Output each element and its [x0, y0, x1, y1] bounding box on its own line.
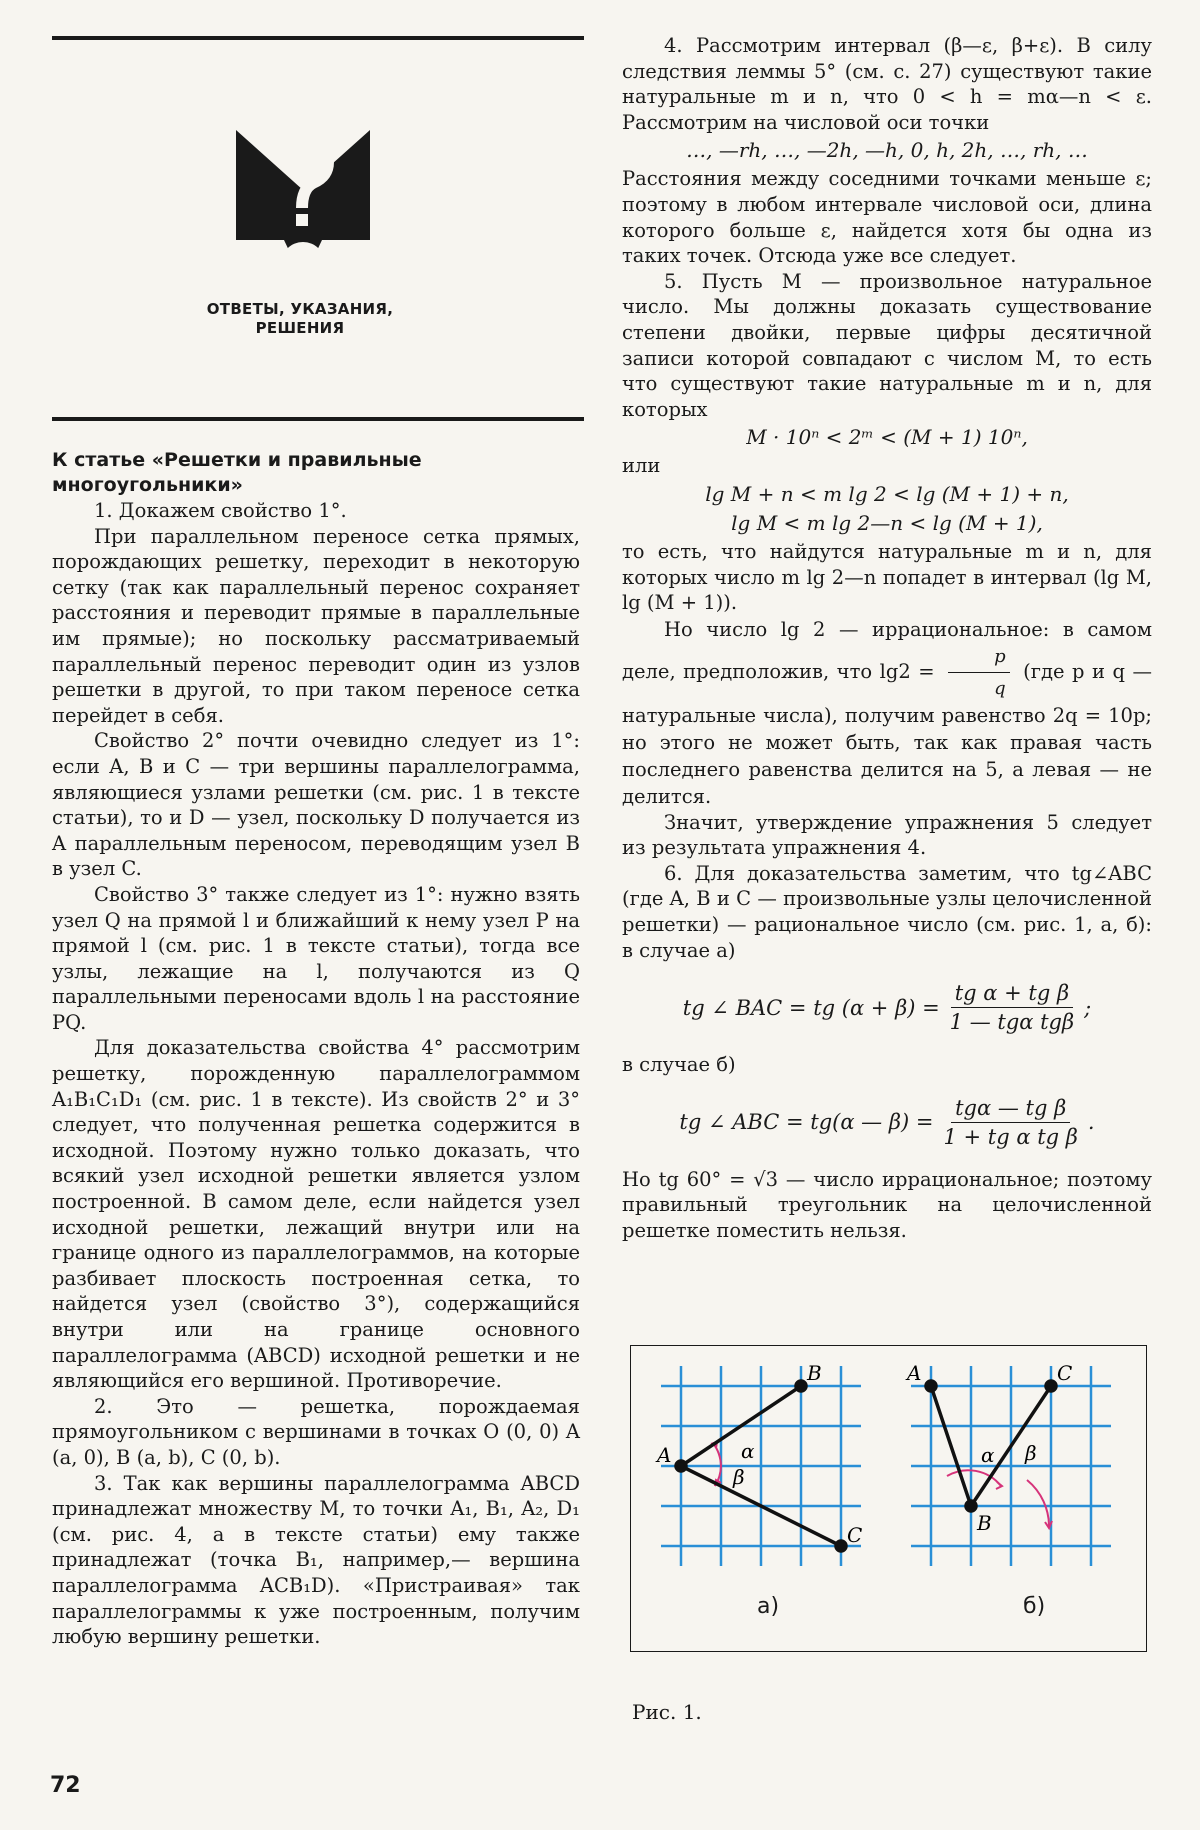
- formula-2-numerator: tgα — tg β: [951, 1096, 1070, 1123]
- paragraph-right-7: Значит, утверждение упражнения 5 следует из результата упражнения 4.: [622, 810, 1152, 860]
- formula-1-numerator: tg α + tg β: [951, 981, 1073, 1008]
- label-a-B: B: [807, 1361, 822, 1385]
- formula-1-denominator: 1 — tgα tgβ: [949, 1010, 1075, 1035]
- label-b-beta: β: [1025, 1441, 1037, 1465]
- top-rule: [52, 36, 584, 40]
- section-title-line-1: ОТВЕТЫ, УКАЗАНИЯ,: [206, 300, 394, 318]
- page-number: 72: [50, 1773, 81, 1798]
- label-b-alpha: α: [981, 1443, 995, 1467]
- subfigure-label-b: б): [1023, 1594, 1046, 1619]
- paragraph-right-6-end: (где p и q — натуральные числа), получим равенство 2q = 10p; но этого не может быть, так как правая часть последнего равенства делится на 5, а левая — не делится.: [622, 659, 1153, 808]
- formula-2-end: .: [1087, 1110, 1095, 1135]
- section-rule: [52, 417, 584, 421]
- label-a-beta: β: [733, 1465, 745, 1489]
- formula-2-denominator: 1 + tg α tg β: [943, 1124, 1078, 1149]
- right-column: [622, 33, 1152, 1244]
- angles-a: [711, 1442, 721, 1486]
- paragraph-right-6: [622, 616, 1152, 810]
- figure-box: [630, 1345, 1147, 1652]
- question-mark-logo: [236, 130, 370, 290]
- paragraph-right-1: 4. Рассмотрим интервал (β—ε, β+ε). В силу следствия леммы 5° (см. с. 27) существуют такие натуральные m и n, что 0 < h = mα—n < ε. Рассмотрим на числовой оси точки: [622, 34, 1152, 134]
- section-title-line-2: РЕШЕНИЯ: [255, 319, 345, 337]
- paragraph-left-1: 1. Докажем свойство 1°.: [94, 499, 347, 522]
- formula-tg-sum: [622, 981, 1152, 1034]
- formula-2-left: tg ∠ ABC = tg(α — β) =: [679, 1110, 934, 1135]
- figure-b: [901, 1356, 1131, 1586]
- paragraph-right-10: Но tg 60° = √3 — число иррациональное; поэтому правильный треугольник на целочисленной решетке поместить нельзя.: [622, 1167, 1152, 1243]
- figure-caption: Рис. 1.: [632, 1700, 702, 1724]
- article-heading-1: К статье «Решетки и правильные: [52, 449, 422, 471]
- section-title: [170, 300, 430, 338]
- article-heading-2: многоугольники»: [52, 474, 243, 496]
- paragraph-left-5: Для доказательства свойства 4° рассмотрим решетку, порожденную параллелограммом A₁B₁C₁D₁ (см. рис. 1 в тексте). Из свойств 2° и 3° следует, что полученная решетка содержится в исходной. Поэтому нужно только доказать, что всякий узел исходной решетки является узлом построенной. В самом деле, если найдется узел исходной решетки, лежащий внутри или на границе одного из параллелограммов, на которые разбивает плоскость построенная сетка, то найдется узел (свойство 3°), содержащийся внутри или на границе основного параллелограмма (ABCD) исходной решетки и не являющийся его вершиной. Противоречие.: [52, 1036, 580, 1393]
- fraction-p-q: [948, 643, 1010, 702]
- paragraph-left-2: При параллельном переносе сетка прямых, порождающих решетку, переходит в некоторую сетку (так как параллельный перенос сохраняет расстояния и переводит прямые в параллельные им прямые); но поскольку рассматриваемый параллельный перенос переводит один из узлов решетки в другой, то при таком переносе сетка перейдет в себя.: [52, 524, 580, 727]
- subfigure-label-a: а): [757, 1594, 780, 1619]
- grid-a: [661, 1366, 861, 1566]
- formula-tg-diff: [622, 1096, 1152, 1149]
- formula-1-fraction: [946, 981, 1078, 1034]
- paragraph-left-4: Свойство 3° также следует из 1°: нужно взять узел Q на прямой l и ближайший к нему узел P на прямой l (см. рис. 1 в тексте статьи), тогда все узлы, лежащие на l, получаются из Q параллельными переносами вдоль l на расстояние PQ.: [52, 882, 580, 1034]
- paragraph-left-7: 3. Так как вершины параллелограмма ABCD принадлежат множеству M, то точки A₁, B₁, A₂, D₁ (см. рис. 4, а в тексте статьи) ему также принадлежат (точка B₁, например,— вершина параллелограмма ACB₁D). «Пристраивая» так параллелограммы к уже построенным, получим любую вершину решетки.: [52, 1471, 580, 1649]
- paragraph-right-3: 5. Пусть M — произвольное натуральное число. Мы должны доказать существование степени двойки, первые цифры десятичной записи которой совпадают с числом M, то есть что существуют такие натуральные m и n, для которых: [622, 269, 1152, 421]
- paragraph-left-3: Свойство 2° почти очевидно следует из 1°: если A, B и C — три вершины параллелограмма, являющиеся узлами решетки (см. рис. 1 в тексте статьи), то и D — узел, поскольку D получается из A параллельным переносом, переводящим узел B в узел C.: [52, 729, 580, 881]
- math-inequality-1: M · 10ⁿ < 2ᵐ < (M + 1) 10ⁿ,: [746, 425, 1028, 450]
- paragraph-right-8: 6. Для доказательства заметим, что tg∠ABC (где A, B и C — произвольные узлы целочисленной решетки) — рациональное число (см. рис. 1, а, б): в случае а): [622, 861, 1152, 962]
- left-column: [52, 448, 580, 1650]
- math-points: …, —rh, …, —2h, —h, 0, h, 2h, …, rh, …: [686, 138, 1088, 163]
- formula-1-left: tg ∠ BAC = tg (α + β) =: [682, 995, 940, 1020]
- formula-1-end: ;: [1084, 995, 1092, 1020]
- formula-2-fraction: [939, 1096, 1081, 1149]
- math-inequality-3: lg M < m lg 2—n < lg (M + 1),: [731, 510, 1043, 535]
- paragraph-right-6-start: Но число lg 2 — иррациональное: в самом деле, предположив, что lg2 =: [622, 617, 1152, 683]
- fraction-p: p: [948, 643, 1010, 673]
- fraction-q: q: [994, 677, 1006, 699]
- math-inequality-2: lg M + n < m lg 2 < lg (M + 1) + n,: [705, 481, 1069, 506]
- label-a-alpha: α: [741, 1439, 755, 1463]
- grid-b: [911, 1366, 1111, 1566]
- figure-a: [651, 1356, 881, 1586]
- label-b-C: C: [1057, 1361, 1073, 1385]
- paragraph-left-6: 2. Это — решетка, порождаемая прямоугольником с вершинами в точках O (0, 0) A (a, 0), B (a, b), C (0, b).: [52, 1394, 580, 1469]
- label-b-B: B: [977, 1511, 992, 1535]
- label-a-A: A: [657, 1443, 672, 1467]
- paragraph-right-9: в случае б): [622, 1053, 736, 1077]
- paragraph-right-2: Расстояния между соседними точками меньше ε; поэтому в любом интервале числовой оси, длина которого больше ε, найдется хотя бы одна из таких точек. Отсюда уже все следует.: [622, 167, 1152, 268]
- label-b-A: A: [907, 1361, 922, 1385]
- label-a-C: C: [847, 1523, 863, 1547]
- paragraph-right-or: или: [622, 454, 661, 478]
- paragraph-right-5: то есть, что найдутся натуральные m и n, для которых число m lg 2—n попадет в интервал (lg M, lg (M + 1)).: [622, 539, 1152, 615]
